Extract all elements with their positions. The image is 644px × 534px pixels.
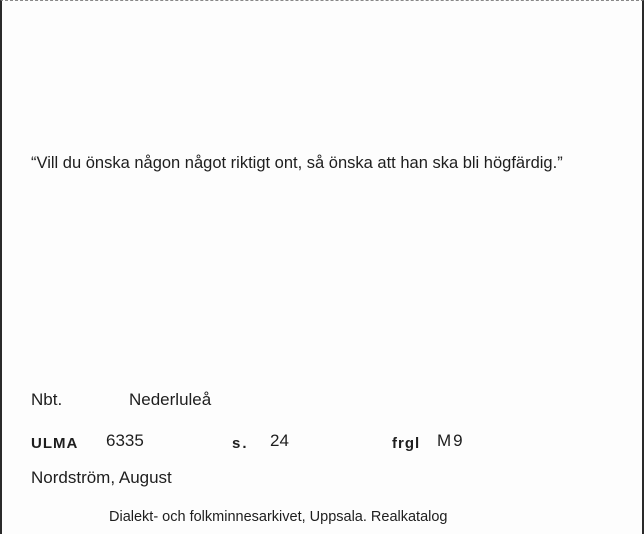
archive-number: 6335: [106, 431, 144, 450]
question-code: M9: [437, 431, 465, 450]
quote-text: “Vill du önska någon något riktigt ont, så önska att han ska bli högfärdig.”: [31, 154, 563, 172]
archive-label: ULMA: [31, 435, 79, 452]
page-number: 24: [270, 431, 289, 450]
place-value: Nederluleå: [129, 390, 212, 409]
place-label: Nbt.: [31, 390, 63, 409]
page-label: s.: [232, 435, 249, 452]
archive-footer: Dialekt- och folkminnesarkivet, Uppsala. Realkatalog: [109, 509, 448, 525]
question-label: frgl: [392, 435, 421, 452]
informant-name: Nordström, August: [31, 468, 172, 487]
